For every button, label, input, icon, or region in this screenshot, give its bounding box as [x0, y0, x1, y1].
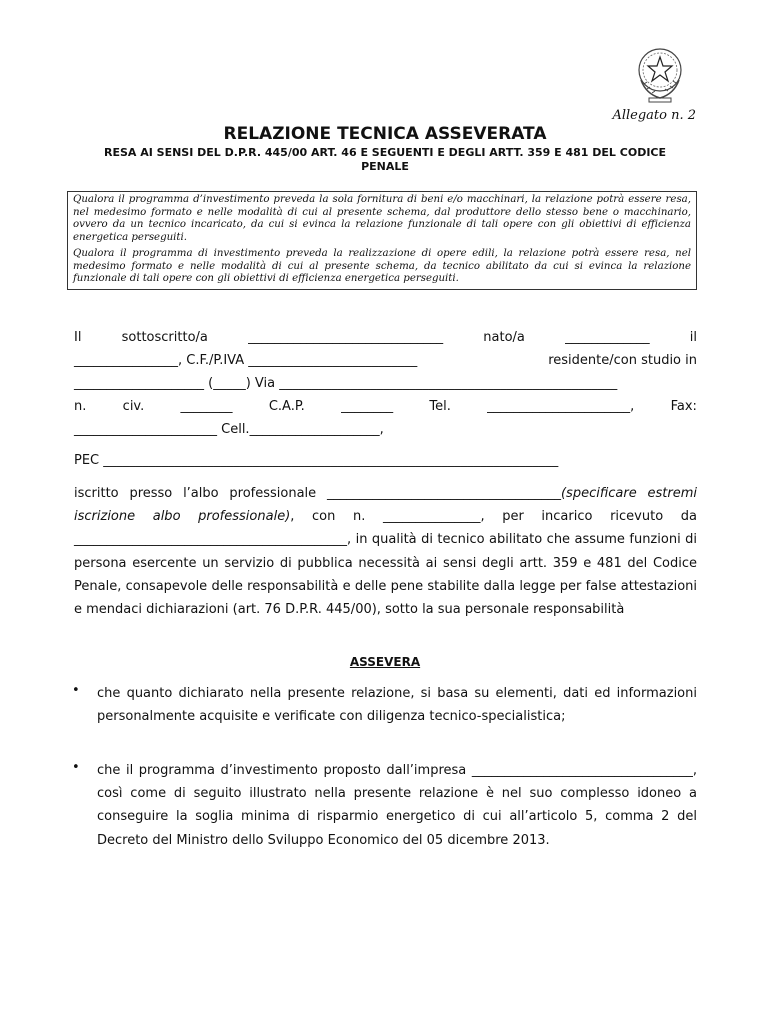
instructions-box	[67, 191, 697, 290]
form-label-il-date: il	[689, 330, 697, 345]
form-row-name	[74, 326, 697, 349]
albo-hint: (specificare estremi iscrizione albo professionale)	[74, 486, 697, 525]
assevera-heading: ASSEVERA	[349, 655, 421, 669]
form-label-civ: civ.	[122, 399, 145, 414]
instructions-paragraph-2: Qualora il programma di investimento preveda la realizzazione di opere edili, la relazione potrà essere resa, nel medesimo formato e nelle modalità di cui al presente schema, da tecnico abilitato da cui si evinca la relazione funzionale di tali opere con gli obiettivi di efficienza energetica perseguiti.	[73, 248, 691, 284]
allegato-label: Allegato n. 2	[612, 108, 696, 123]
form-label-fax: Fax:	[670, 399, 697, 414]
birthdate-cf-field[interactable]: ________________, C.F./P.IVA __________________________	[74, 353, 418, 368]
assevera-item-1	[97, 682, 697, 728]
form-label-il: Il	[74, 330, 82, 345]
albo-text: iscritto presso l’albo professionale ____________________________________	[74, 486, 561, 501]
form-row-cf	[74, 349, 697, 372]
declarant-form	[74, 326, 697, 472]
assevera-item-1-text: che quanto dichiarato nella presente relazione, si basa su elementi, dati ed informazioni personalmente acquisite e verificate con diligenza tecnico-specialistica;	[97, 686, 697, 725]
assevera-item-2-text: che il programma d’investimento proposto dall’impresa __________________________________, così come di seguito illustrato nella presente relazione è nel suo complesso idoneo a conseguire la soglia minima di risparmio energetico di cui all’articolo 5, comma 2 del Decreto del Ministro dello Sviluppo Economico del 05 dicembre 2013.	[97, 763, 697, 848]
phone-field[interactable]: ______________________,	[487, 399, 635, 414]
form-label-nato: nato/a	[483, 330, 525, 345]
bullet-icon: •	[72, 683, 80, 698]
fax-cell-field[interactable]: ______________________ Cell.____________________,	[74, 422, 384, 437]
declaration-paragraph	[74, 482, 697, 621]
cap-field[interactable]: ________	[341, 399, 394, 414]
document-subtitle: RESA AI SENSI DEL D.P.R. 445/00 ART. 46 E SEGUENTI E DEGLI ARTT. 359 E 481 DEL CODICE PENALE	[103, 146, 667, 173]
civic-number-field[interactable]: ________	[180, 399, 233, 414]
pec-field[interactable]: PEC ______________________________________________________________________	[74, 453, 559, 468]
declaration-text: , con n. _______________, per incarico ricevuto da __________________________________________, in qualità di tecnico abilitato che assume funzioni di persona esercente un servizio di pubblica necessità ai sensi degli artt. 359 e 481 del Codice Penale, consapevole delle responsabilità e delle pene stabilite dalla legge per false attestazioni e mendaci dichiarazioni (art. 76 D.P.R. 445/00), sotto la sua personale responsabilità	[74, 509, 697, 618]
form-label-n: n.	[74, 399, 87, 414]
address-field[interactable]: ____________________ (_____) Via ____________________________________________________	[74, 376, 618, 391]
italian-republic-emblem-icon	[632, 44, 688, 106]
assevera-item-2	[97, 759, 697, 852]
instructions-paragraph-1: Qualora il programma d’investimento preveda la sola fornitura di beni e/o macchinari, la relazione potrà essere resa, nel medesimo formato e nelle modalità di cui al presente schema, dal produttore dello stesso bene o macchinario, ovvero da un tecnico incaricato, da cui si evinca la relazione funzionale di tali opere con gli obiettivi di efficienza energetica perseguiti.	[73, 194, 691, 243]
name-field[interactable]: ______________________________	[248, 330, 444, 345]
form-label-residente: residente/con studio in	[548, 353, 697, 368]
birthplace-field[interactable]: _____________	[565, 330, 650, 345]
document-title: RELAZIONE TECNICA ASSEVERATA	[223, 124, 547, 144]
form-label-tel: Tel.	[429, 399, 451, 414]
form-row-contacts	[74, 395, 697, 418]
form-label-sottoscritto: sottoscritto/a	[121, 330, 208, 345]
form-label-cap: C.A.P.	[268, 399, 305, 414]
bullet-icon: •	[72, 760, 80, 775]
